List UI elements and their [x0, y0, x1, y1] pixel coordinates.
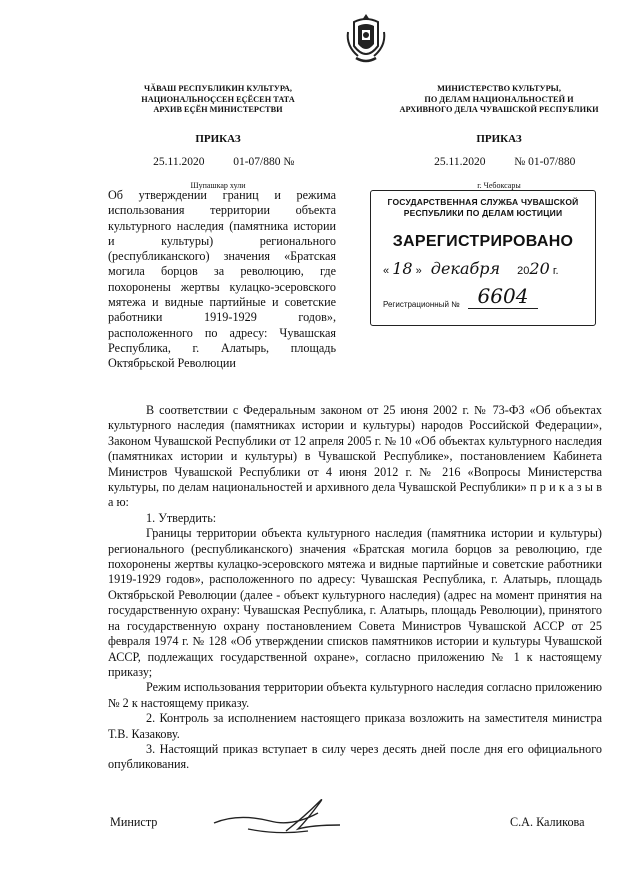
stamp-org-line1: ГОСУДАРСТВЕННАЯ СЛУЖБА ЧУВАШСКОЙ: [387, 197, 579, 207]
header-left-line1: ЧӐВАШ РЕСПУБЛИКИН КУЛЬТУРА,: [144, 84, 292, 93]
stamp-year-suffix: 20: [529, 259, 550, 278]
header-left-line3: АРХИВ ЕҪӖН МИНИСТЕРСТВИ: [153, 105, 283, 114]
stamp-org-line2: РЕСПУБЛИКИ ПО ДЕЛАМ ЮСТИЦИИ: [403, 208, 563, 218]
stamp-day: 18: [392, 259, 413, 278]
stamp-registered: ЗАРЕГИСТРИРОВАНО: [392, 233, 574, 250]
signatory-position: Министр: [110, 815, 158, 829]
header-left: [92, 84, 344, 191]
body-paragraph-2: 1. Утвердить:: [146, 510, 217, 525]
order-subject: Об утверждении границ и режима использования территории объекта культурного наследия (памятника истории и культуры) регионального (республиканского) значения «Братская могила борцов за революцию, где похоронены жертвы кулацко-эсеровского мятежа и видные партийные и советские работники 1919-1929 годов», расположенного по адресу: Чувашская Республика, г. Алатырь, площадь Октябрьской Революции: [108, 188, 336, 371]
stamp-date-row: [371, 259, 595, 278]
place-left: Шупашкар хули: [190, 180, 246, 190]
stamp-month: декабря: [430, 259, 501, 278]
order-title-right: ПРИКАЗ: [476, 132, 522, 145]
body-paragraph-1: В соответствии с Федеральным законом от 25 июня 2002 г. № 73-ФЗ «Об объектах культурного наследия (памятниках истории и культуры) народов Российской Федерации», Законом Чувашской Республики от 12 апреля 2005 г. № 10 «Об объектах культурного наследия (памятниках истории и культуры) в Чувашской Республике», постановлением Кабинета Министров Чувашской Республики от 4 июня 2012 г. № 216 «Вопросы Министерства культуры, по делам национальностей и архивного дела Чувашской Республики» п р и к а з ы в а ю:: [108, 403, 602, 510]
stamp-open-quote: «: [383, 265, 390, 277]
stamp-number-row: [371, 284, 595, 309]
place-right: г. Чебоксары: [477, 180, 521, 190]
header-left-line2: НАЦИОНАЛЬНОҪСЕН ЕҪӖСЕН ТАТА: [141, 94, 295, 104]
order-title-left: ПРИКАЗ: [195, 132, 241, 145]
registration-stamp: [370, 190, 596, 326]
stamp-year-prefix: 20: [517, 265, 530, 277]
body-paragraph-5: 2. Контроль за исполнением настоящего приказа возложить на заместителя министра Т.В. Казакову.: [108, 711, 602, 741]
body-paragraph-4: Режим использования территории объекта культурного наследия согласно приложению № 2 к настоящему приказу.: [108, 680, 602, 710]
stamp-reg-number: 6604: [477, 284, 529, 308]
header-right-line3: АРХИВНОГО ДЕЛА ЧУВАШСКОЙ РЕСПУБЛИКИ: [399, 105, 599, 114]
stamp-year-unit: г.: [552, 265, 559, 277]
stamp-close-quote: »: [415, 265, 422, 277]
header-right-line1: МИНИСТЕРСТВО КУЛЬТУРЫ,: [437, 84, 561, 93]
header-right: [392, 84, 606, 191]
body-paragraph-3: Границы территории объекта культурного наследия (памятника истории и культуры) регионального (республиканского) значения «Братская могила борцов за революцию, где похоронены жертвы кулацко-эсеровского мятежа и видные партийные и советские работники 1919-1929 годов», расположенного по адресу: Чувашская Республика, г. Алатырь, площадь Октябрьской Революции (далее - объект культурного наследия) (адрес на момент принятия на государственную охрану: Чувашская Республика, г. Алатырь, площадь Революции), принятого на государственную охрану постановлением Совета Министров Чувашской АССР от 25 февраля 1974 г. № 128 «Об утверждении списков памятников истории и культуры Чувашской АССР, подлежащих государственной охране», согласно приложению № 1 к настоящему приказу;: [108, 526, 602, 679]
order-body: [108, 403, 602, 773]
order-date-left: 25.11.2020: [153, 155, 205, 168]
header-right-line2: ПО ДЕЛАМ НАЦИОНАЛЬНОСТЕЙ И: [424, 94, 574, 104]
order-number-right: № 01-07/880: [514, 155, 576, 168]
chuvash-republic-emblem-icon: [344, 12, 388, 66]
handwritten-signature: [208, 795, 348, 843]
body-paragraph-6: 3. Настоящий приказ вступает в силу через десять дней после дня его официального опубликования.: [108, 741, 602, 772]
signatory-name: С.А. Каликова: [510, 815, 585, 829]
order-date-right: 25.11.2020: [434, 155, 486, 168]
order-number-left: 01-07/880 №: [233, 155, 295, 168]
stamp-reg-label: Регистрационный №: [383, 300, 460, 309]
